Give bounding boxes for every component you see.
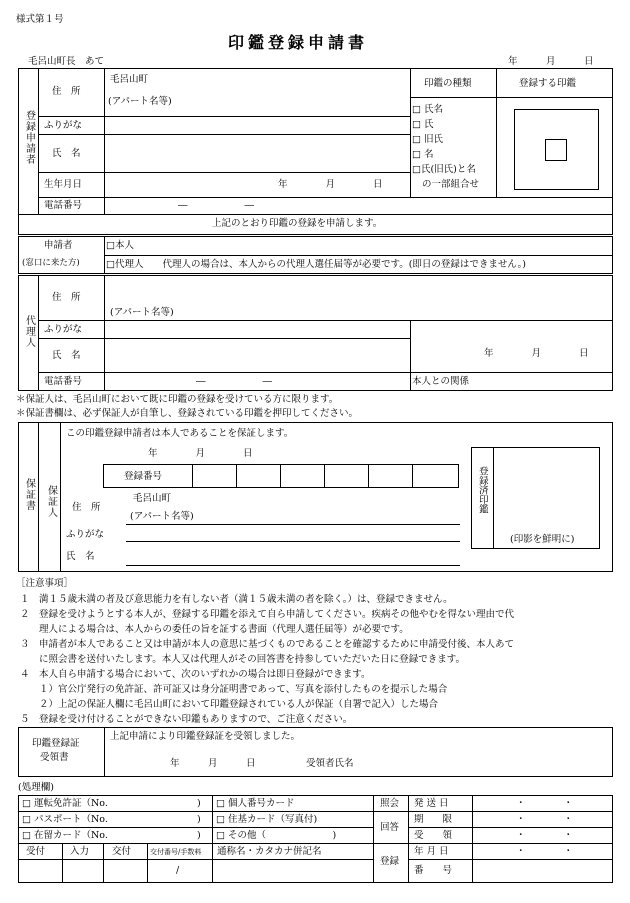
guarantee-section-label: 保証書 [23,478,35,511]
ymd-label: 年 月 日 [414,846,449,857]
agent-furigana-label: ふりがな [44,324,83,335]
col-issue: 交付 [112,846,132,857]
deadline-dots: ・ ・ [516,814,574,825]
note-line: ２ 登録を受けようとする本人が、登録する印鑑を添えて自ら申請してください。疾病その他やむを得ない理由で代 [20,609,515,620]
guarantor-furigana-label: ふりがな [66,529,105,540]
guarantor-name-label: 氏 名 [66,551,95,562]
guarantor-address-value: 毛呂山町 [133,493,172,504]
note-line: １）官公庁発行の免許証、許可証又は身分証明書であって、写真を添付したものを提示した場合 [20,684,448,695]
passport-option[interactable]: □ パスポート（No. [22,814,108,825]
seal-type-surname[interactable]: □ 氏 [412,119,434,130]
birth-date: 年 月 日 [278,179,383,190]
furigana-label: ふりがな [44,120,83,131]
mynumber-card-option[interactable]: □ 個人番号カード [216,798,295,809]
reply-label: 回答 [380,822,400,833]
col-issue-number: 交付番号/手数料 [150,848,202,856]
send-date-label: 発 送 日 [414,798,449,809]
guarantor-label: 保証人 [45,485,57,518]
guarantor-apartment-note: (アパート名等) [130,511,194,522]
visitor-sublabel: (窓口に来た方) [22,258,80,268]
receiver-name-label: 受領者氏名 [306,758,354,769]
guarantee-note-2: ＊保証書欄は、必ず保証人が自筆し、登録されている印鑑を押印してください。 [16,408,359,419]
agent-phone-value: ― ― [196,376,273,387]
note-line: ５ 登録を受け付けることができない印鑑もありますので、ご注意ください。 [20,714,353,725]
deadline-label: 期 限 [414,814,453,825]
note-line: に照会書を送付いたします。本人又は代理人がその回答書を持参していただいた日に登録できます。 [20,654,465,665]
application-date: 年 月 日 [508,56,594,67]
receipt-text: 上記申請により印鑑登録証を受領しました。 [110,731,301,742]
seal-type-given-name[interactable]: □ 名 [412,149,434,160]
receipt-label-1: 印鑑登録証 [32,738,80,749]
license-close-paren: ) [197,798,201,809]
relation-label: 本人との関係 [412,376,470,387]
seal-type-name[interactable]: □ 氏名 [412,104,443,115]
license-option[interactable]: □ 運転免許証（No. [22,798,108,809]
visitor-agent-option[interactable]: □代理人 代理人の場合は、本人からの代理人選任届等が必要です。(即日の登録はできません。) [106,259,526,270]
seal-type-combo-cont: の一部組合せ [422,179,480,190]
juki-card-option[interactable]: □ 住基カード（写真付) [216,814,318,825]
address-label: 住 所 [52,86,81,97]
other-option[interactable]: □ その他（ ) [216,830,337,841]
phone-label: 電話番号 [44,200,83,211]
processing-heading: (処理欄) [18,782,54,793]
agent-apartment-note: (アパート名等) [110,307,174,318]
number-label: 番 号 [414,865,453,876]
receipt-date: 年 月 日 [170,758,256,769]
birth-label: 生年月日 [44,179,83,190]
fee-slash: / [176,865,180,876]
residence-card-option[interactable]: □ 在留カード（No. [22,830,108,841]
applicant-section-label: 登録申請者 [23,110,35,165]
seal-type-label: 印鑑の種類 [424,78,472,89]
agent-address-label: 住 所 [52,292,81,303]
send-date-dots: ・ ・ [516,798,574,809]
col-input: 入力 [70,846,90,857]
guarantee-date: 年 月 日 [148,448,253,459]
registered-seal-label: 登録済印鑑 [476,466,488,514]
addressee: 毛呂山町長 あて [28,56,105,67]
ymd-dots: ・ ・ [516,846,574,857]
seal-type-former-surname[interactable]: □ 旧氏 [412,134,443,145]
col-alias-name: 通称名・カタカナ併記名 [217,846,322,857]
visitor-self-option[interactable]: □本人 [106,240,134,251]
application-statement: 上記のとおり印鑑の登録を申請します。 [212,218,383,229]
guarantor-address-label: 住 所 [72,502,101,513]
received-label: 受 領 [414,830,453,841]
address-value: 毛呂山町 [110,74,149,85]
phone-value: ― ― [178,200,255,211]
register-label: 登録 [380,856,400,867]
note-line: １ 満１５歳未満の者及び意思能力を有しない者（満１５歳未満の者を除く。）は、登録できません。 [20,594,453,605]
seal-center-mark [545,139,567,161]
form-number: 様式第１号 [16,14,64,25]
note-line: ３ 申請者が本人であること又は申請が本人の意思に基づくものであることを確認するために申請受付後、本人あて [20,639,515,650]
agent-section-label: 代理人 [23,315,35,348]
passport-close-paren: ) [197,814,201,825]
receipt-label-2: 受領書 [40,752,69,763]
page-title: 印鑑登録申請書 [228,33,369,52]
agent-phone-label: 電話番号 [44,376,83,387]
seal-clear-note: (印影を鮮明に) [510,534,575,545]
notes-heading: ［注意事項］ [16,578,74,589]
received-dots: ・ ・ [516,830,574,841]
col-reception: 受付 [26,846,46,857]
seal-type-combo[interactable]: □氏(旧氏)と名 [412,164,476,175]
registration-number-label: 登録番号 [124,471,163,482]
name-label: 氏 名 [52,148,81,159]
inquiry-label: 照会 [380,798,400,809]
visitor-label: 申請者 [44,240,73,251]
note-line: ２）上記の保証人欄に毛呂山町において印鑑登録されている人が保証（自署で記入）した場合 [20,699,439,710]
guarantee-statement: この印鑑登録申請者は本人であることを保証します。 [66,428,294,439]
note-line: ４ 本人自ら申請する場合において、次のいずれかの場合は即日登録ができます。 [20,669,371,680]
agent-date: 年 月 日 [484,348,589,359]
register-seal-label: 登録する印鑑 [519,78,577,89]
note-line: 理人による場合は、本人からの委任の旨を証する書面（代理人選任届等）が必要です。 [20,624,409,635]
apartment-note: (アパート名等) [108,96,172,107]
residence-close-paren: ) [197,830,201,841]
agent-name-label: 氏 名 [52,350,81,361]
guarantee-note-1: ＊保証人は、毛呂山町において既に印鑑の登録を受けている方に限ります。 [16,394,339,405]
